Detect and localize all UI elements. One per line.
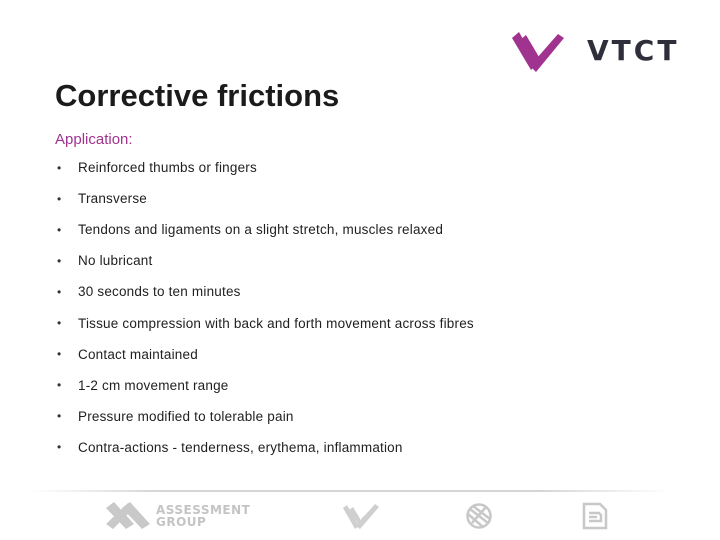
bullet-item — [57, 432, 474, 463]
bullet-dot-icon: • — [57, 191, 62, 206]
bullet-dot-icon: • — [57, 378, 62, 393]
bullet-text: Tendons and ligaments on a slight stretch, muscles relaxed — [78, 222, 444, 238]
bullet-text: 1-2 cm movement range — [78, 377, 229, 393]
bullet-item — [57, 214, 474, 245]
bullet-dot-icon: • — [57, 409, 62, 424]
assessment-group-text — [156, 504, 250, 528]
bullet-dot-icon: • — [57, 222, 62, 237]
bullet-item — [57, 307, 474, 338]
globe-logo-icon — [464, 501, 494, 531]
bullet-item — [57, 183, 474, 214]
slide-title: Corrective frictions — [55, 78, 340, 113]
footer-divider — [30, 490, 670, 492]
bullet-item — [57, 370, 474, 401]
bullet-item — [57, 401, 474, 432]
bullet-text: 30 seconds to ten minutes — [78, 284, 241, 300]
bullet-text: Contact maintained — [78, 346, 198, 362]
bullet-text: Transverse — [78, 191, 148, 207]
bullet-text: Contra-actions - tenderness, erythema, inflammation — [78, 439, 403, 455]
bullet-dot-icon: • — [57, 440, 62, 455]
document-logo-icon — [580, 501, 610, 531]
vtct-mark-logo-icon — [342, 500, 380, 530]
bullet-text: Tissue compression with back and forth movement across fibres — [78, 315, 474, 331]
vtct-logo-text: VTCT — [587, 34, 680, 67]
bullet-dot-icon: • — [57, 316, 62, 331]
bullet-item — [57, 276, 474, 307]
bullet-text: Pressure modified to tolerable pain — [78, 408, 294, 424]
bullet-text: Reinforced thumbs or fingers — [78, 160, 257, 176]
bullet-item — [57, 152, 474, 183]
bullet-dot-icon: • — [57, 347, 62, 362]
bullet-dot-icon: • — [57, 253, 62, 268]
bullet-dot-icon: • — [57, 284, 62, 299]
slide-subtitle: Application: — [55, 131, 133, 148]
bullet-text: No lubricant — [78, 253, 153, 269]
assessment-group-line1: ASSESSMENT — [156, 503, 251, 517]
bullet-item — [57, 339, 474, 370]
bullet-dot-icon: • — [57, 160, 62, 175]
bullet-list — [57, 152, 474, 463]
bullet-item — [57, 245, 474, 276]
assessment-group-logo-icon — [104, 500, 152, 530]
assessment-group-line2: GROUP — [156, 515, 207, 529]
